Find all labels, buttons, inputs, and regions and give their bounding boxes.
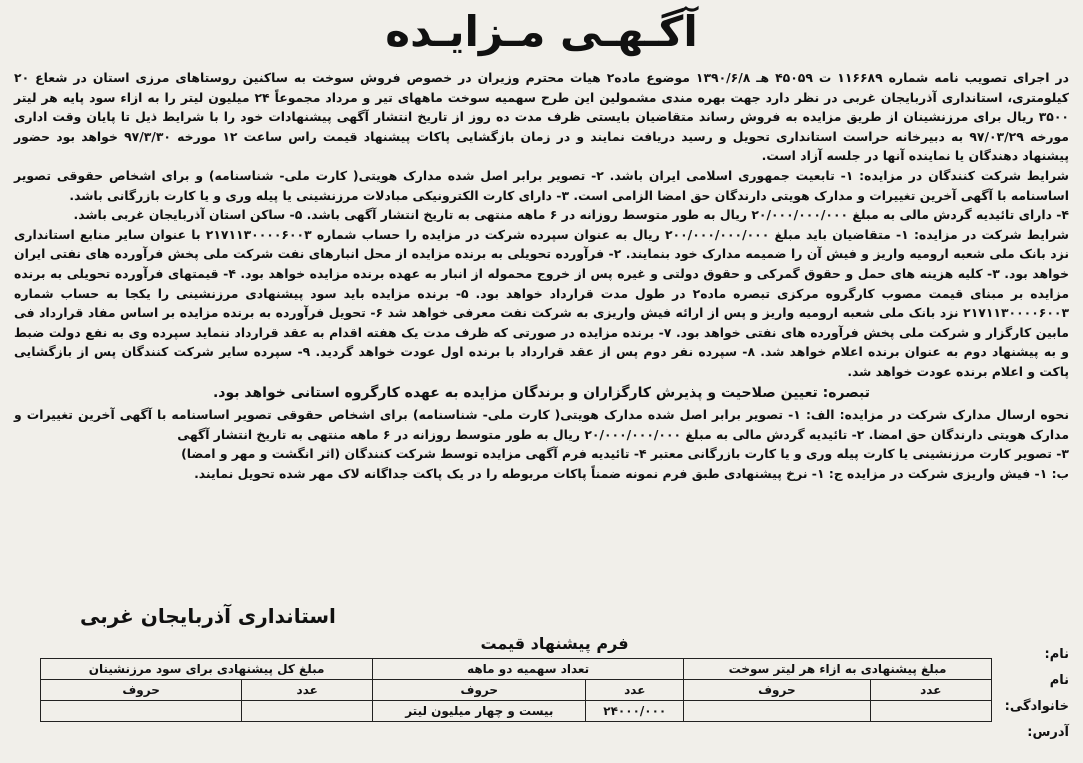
cell-per-liter-number[interactable] [870,701,991,722]
submission-label: نحوه ارسال مدارک شرکت در مزایده: [839,407,1069,423]
bid-table-sub-header [41,680,992,701]
table-row [41,701,992,722]
cell-per-liter-words[interactable] [684,701,870,722]
col-group-per-liter: مبلغ پیشنهادی به ازاء هر لیتر سوخت [684,659,992,680]
participant-conditions [14,166,1069,205]
col-group-total: مبلغ کل پیشنهادی برای سود مرزنشینان [41,659,373,680]
advertisement-body [14,68,1069,483]
cell-total-words[interactable] [41,701,242,722]
family-name-label: نام خانوادگی: [1004,673,1069,714]
sub-header-number: عدد [870,680,991,701]
submission-section [14,405,1069,444]
cell-total-number[interactable] [242,701,373,722]
note-line: تبصره: تعیین صلاحیت و پذیرش کارگزاران و برندگان مزایده به عهده کارگروه استانی خواهد بود. [212,384,871,401]
name-label: نام: [1044,647,1069,662]
address-label: آدرس: [1027,725,1069,740]
submission-part-a: الف: ۱- تصویر برابر اصل شده مدارک هویتی( کارت ملی- شناسنامه) برای اشخاص حقوقی تصویر اساسنامه با آگهی آخرین تغییرات و مدارک هویتی دارندگان حق امضا. ۲- تائیدیه گردش مالی به مبلغ ۲۰/۰۰۰/۰۰۰/۰۰۰ ریال به طور متوسط روزانه در ۶ ماهه منتهی به تاریخ انتشار آگهی [14,407,1069,442]
bid-form-title: فرم پیشنهاد قیمت [480,634,629,653]
sub-header-words: حروف [41,680,242,701]
participant-conditions-label: شرایط شرکت کنندگان در مزایده: [859,167,1069,183]
bid-table-group-header [41,659,992,680]
sub-header-number: عدد [242,680,373,701]
participation-terms [14,225,1069,382]
sub-header-words: حروف [373,680,586,701]
page-title: آگـهـی مـزایـده [385,7,698,56]
submission-part-a2: ۳- تصویر کارت مرزنشینی یا کارت پیله وری و یا کارت بازرگانی معتبر ۴- تائیدیه فرم آگهی مزایده توسط شرکت کنندگان (اثر انگشت و مهر و امضا) [181,446,1069,462]
participant-conditions-text: ۱- تابعیت جمهوری اسلامی ایران باشد. ۲- تصویر برابر اصل شده مدارک هویتی( کارت ملی- شناسنامه) و برای اشخاص حقوقی تصویر اساسنامه با آگهی آخرین تغییرات و مدارک هویتی دارندگان حق امضا الزامی است. ۳- دارای کارت الکترونیکی مبادلات مرزنشینی یا پیله وری و یا کارت بازرگانی باشد. [14,167,1069,203]
submission-part-b: ب: ۱- فیش واریزی شرکت در مزایده ج: ۱- نرخ پیشنهادی طبق فرم نمونه ضمناً پاکات مربوطه را در یک پاکت جداگانه لاک مهر شده تحویل نمایند. [194,465,1069,481]
bid-table [40,658,992,722]
applicant-labels [999,642,1069,746]
bid-form [40,632,1069,760]
cell-quota-number: ۲۴۰۰۰/۰۰۰ [586,701,684,722]
participation-terms-label: شرایط شرکت در مزایده: [913,226,1069,242]
intro-paragraph: در اجرای تصویب نامه شماره ۱۱۶۶۸۹ ت ۴۵۰۵۹ هـ ۱۳۹۰/۶/۸ موضوع ماده۲ هیات محترم وزیران در خصوص فروش سوخت به ساکنین روستاهای مرزی استان در شعاع ۲۰ کیلومتری، استانداری آذربایجان غربی در نظر دارد جهت بهره مندی مشمولین این طرح سهمیه سوخت ماههای تیر و مرداد مجموعاً ۲۴ میلیون لیتر را به ازاء سود پایه هر لیتر ۳۵۰۰ ریال برای مرزنشینان از طریق مزایده به فروش رساند متقاضیان بایستی ظرف مدت ده روز از تاریخ انتشار آگهی پیشنهادات خود را با شرایط ذیل تا پایان وقت اداری مورخه ۹۷/۰۳/۲۹ به دبیرخانه حراست استانداری تحویل و رسید دریافت نمایند و در زمان بازگشایی پاکات پیشنهاد قیمت راس ساعت ۱۲ مورخه ۹۷/۳/۳۰ خواهد بود حضور پیشنهاد دهندگان یا نماینده آنها در جلسه آزاد است. [14,70,1070,164]
participation-terms-text: ۱- متقاضیان باید مبلغ ۲۰۰/۰۰۰/۰۰۰/۰۰۰ ریال به عنوان سپرده شرکت در مزایده را حساب شماره ۲۱۷۱۱۳۰۰۰۰۶۰۰۳ با عنوان سایر منابع استانداری نزد بانک ملی شعبه ارومیه واریز و فیش آن را ضمیمه مدارک خود بنمایند. ۲- فرآورده تحویلی به برنده مزایده از محل انبارهای نفت شرکت ملی پخش فرآورده های نفتی ایران خواهد بود. ۳- کلیه هزینه های حمل و حقوق گمرکی و حقوق دولتی و غیره پس از خروج محموله از انبار به عهده برنده مزایده خواهد بود. ۴- قیمتهای فرآورده تحویلی به برنده مزایده بر مبنای قیمت مصوب کارگروه مرکزی تبصره ماده۲ در طول مدت قرارداد خواهد بود. ۵- برنده مزایده باید سود پیشنهادی مرزنشینی را یکجا به حساب شماره ۲۱۷۱۱۳۰۰۰۰۶۰۰۳ نزد بانک ملی شعبه ارومیه واریز و پس از ارائه فیش واریزی به شرکت نفت معرفی خواهد شد ۶- تحویل فرآورده به برنده مزایده بر اساس مفاد قرارداد فی مابین کارگزار و شرکت ملی پخش فرآورده های نفتی خواهد بود. ۷- برنده مزایده در صورتی که ظرف مدت یک هفته اقدام به عقد قرارداد ننماید سپرده وی به نفع دولت ضبط و به پیشنهاد دوم به عنوان برنده اعلام خواهد شد. ۸- سپرده نفر دوم پس از عقد قرارداد با برنده اول عودت خواهد گردید. ۹- سپرده سایر شرکت کنندگان پس از بازگشایی پاکت و اعلام برنده عودت خواهد شد. [14,226,1070,379]
participant-conditions-2: ۴- دارای تائیدیه گردش مالی به مبلغ ۲۰/۰۰۰/۰۰۰/۰۰۰ ریال به طور متوسط روزانه در ۶ ماهه منتهی به تاریخ انتشار آگهی باشد. ۵- ساکن استان آذربایجان غربی باشد. [73,207,1069,223]
sub-header-words: حروف [684,680,870,701]
col-group-quota: تعداد سهمیه دو ماهه [373,659,684,680]
sub-header-number: عدد [586,680,684,701]
issuer-signature: استانداری آذربایجان غربی [80,604,336,628]
cell-quota-words: بیست و چهار میلیون لیتر [373,701,586,722]
